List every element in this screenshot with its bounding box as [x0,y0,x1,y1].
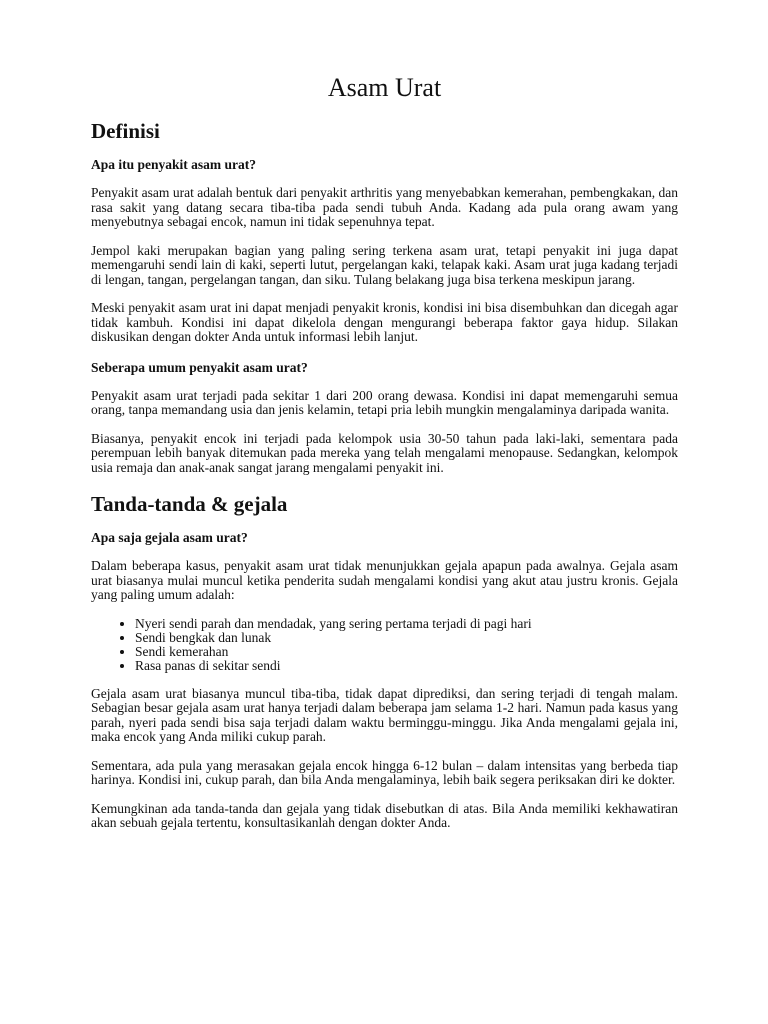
paragraph: Penyakit asam urat terjadi pada sekitar 1 dari 200 orang dewasa. Kondisi ini dapat memengaruhi semua orang, tanpa memandang usia dan jenis kelamin, tetapi pria lebih mungkin mengalaminya daripada wanita. [91,387,678,417]
section-definisi [91,118,678,475]
paragraph: Dalam beberapa kasus, penyakit asam urat tidak menunjukkan gejala apapun pada awalnya. Gejala asam urat biasanya mulai muncul ketika penderita sudah mengalami kondisi yang akut atau justru kronis. Gejala yang paling umum adalah: [91,558,678,602]
subsection-heading: Apa saja gejala asam urat? [91,530,248,545]
list-item: • Sendi kemerahan [135,645,678,659]
document-page [91,72,678,845]
paragraph: Gejala asam urat biasanya muncul tiba-tiba, tidak dapat diprediksi, dan sering terjadi di tengah malam. Sebagian besar gejala asam urat hanya terjadi dalam beberapa jam selama 1-2 hari. Namun pada kasus yang parah, nyeri pada sendi bisa saja terjadi dalam waktu berminggu-minggu. Jika Anda mengalami gejala ini, maka encok yang Anda miliki cukup parah. [91,685,678,744]
section-tanda-gejala [91,491,678,831]
section-heading: Definisi [91,119,160,143]
document-title: Asam Urat [327,73,442,102]
paragraph: Biasanya, penyakit encok ini terjadi pada kelompok usia 30-50 tahun pada laki-laki, sementara pada perempuan lebih banyak ditemukan pada mereka yang telah mengalami menopause. Sedangkan, kelompok usia remaja dan anak-anak sangat jarang mengalami penyakit ini. [91,430,678,475]
list-item: • Rasa panas di sekitar sendi [135,659,678,673]
list-item: • Nyeri sendi parah dan mendadak, yang sering pertama terjadi di pagi hari [135,617,678,631]
paragraph: Penyakit asam urat adalah bentuk dari penyakit arthritis yang menyebabkan kemerahan, pembengkakan, dan rasa sakit yang datang secara tiba-tiba pada sendi tubuh Anda. Kadang ada pula orang awam yang menyebutnya sebagai encok, namun ini tidak sepenuhnya tepat. [91,185,678,229]
section-heading: Tanda-tanda & gejala [91,492,288,516]
paragraph: Meski penyakit asam urat ini dapat menjadi penyakit kronis, kondisi ini bisa disembuhkan dan dicegah agar tidak kambuh. Kondisi ini dapat dikelola dengan mengurangi beberapa faktor gaya hidup. Silakan diskusikan dengan dokter Anda untuk informasi lebih lanjut. [91,300,678,344]
list-item: • Sendi bengkak dan lunak [135,631,678,645]
subsection-heading: Apa itu penyakit asam urat? [91,157,257,172]
subsection-heading: Seberapa umum penyakit asam urat? [91,359,308,375]
paragraph: Kemungkinan ada tanda-tanda dan gejala yang tidak disebutkan di atas. Bila Anda memiliki kekhawatiran akan sebuah gejala tertentu, konsultasikanlah dengan dokter Anda. [91,800,678,830]
symptom-list [91,617,678,673]
paragraph: Jempol kaki merupakan bagian yang paling sering terkena asam urat, tetapi penyakit ini juga dapat memengaruhi sendi lain di kaki, seperti lutut, pergelangan kaki, telapak kaki. Asam urat juga kadang terjadi di lengan, tangan, pergelangan tangan, dan siku. Tulang belakang juga bisa terkena meskipun jarang. [91,242,678,287]
paragraph: Sementara, ada pula yang merasakan gejala encok hingga 6-12 bulan – dalam intensitas yang berbeda tiap harinya. Kondisi ini, cukup parah, dan bila Anda mengalaminya, lebih baik segera periksakan diri ke dokter. [91,757,678,787]
